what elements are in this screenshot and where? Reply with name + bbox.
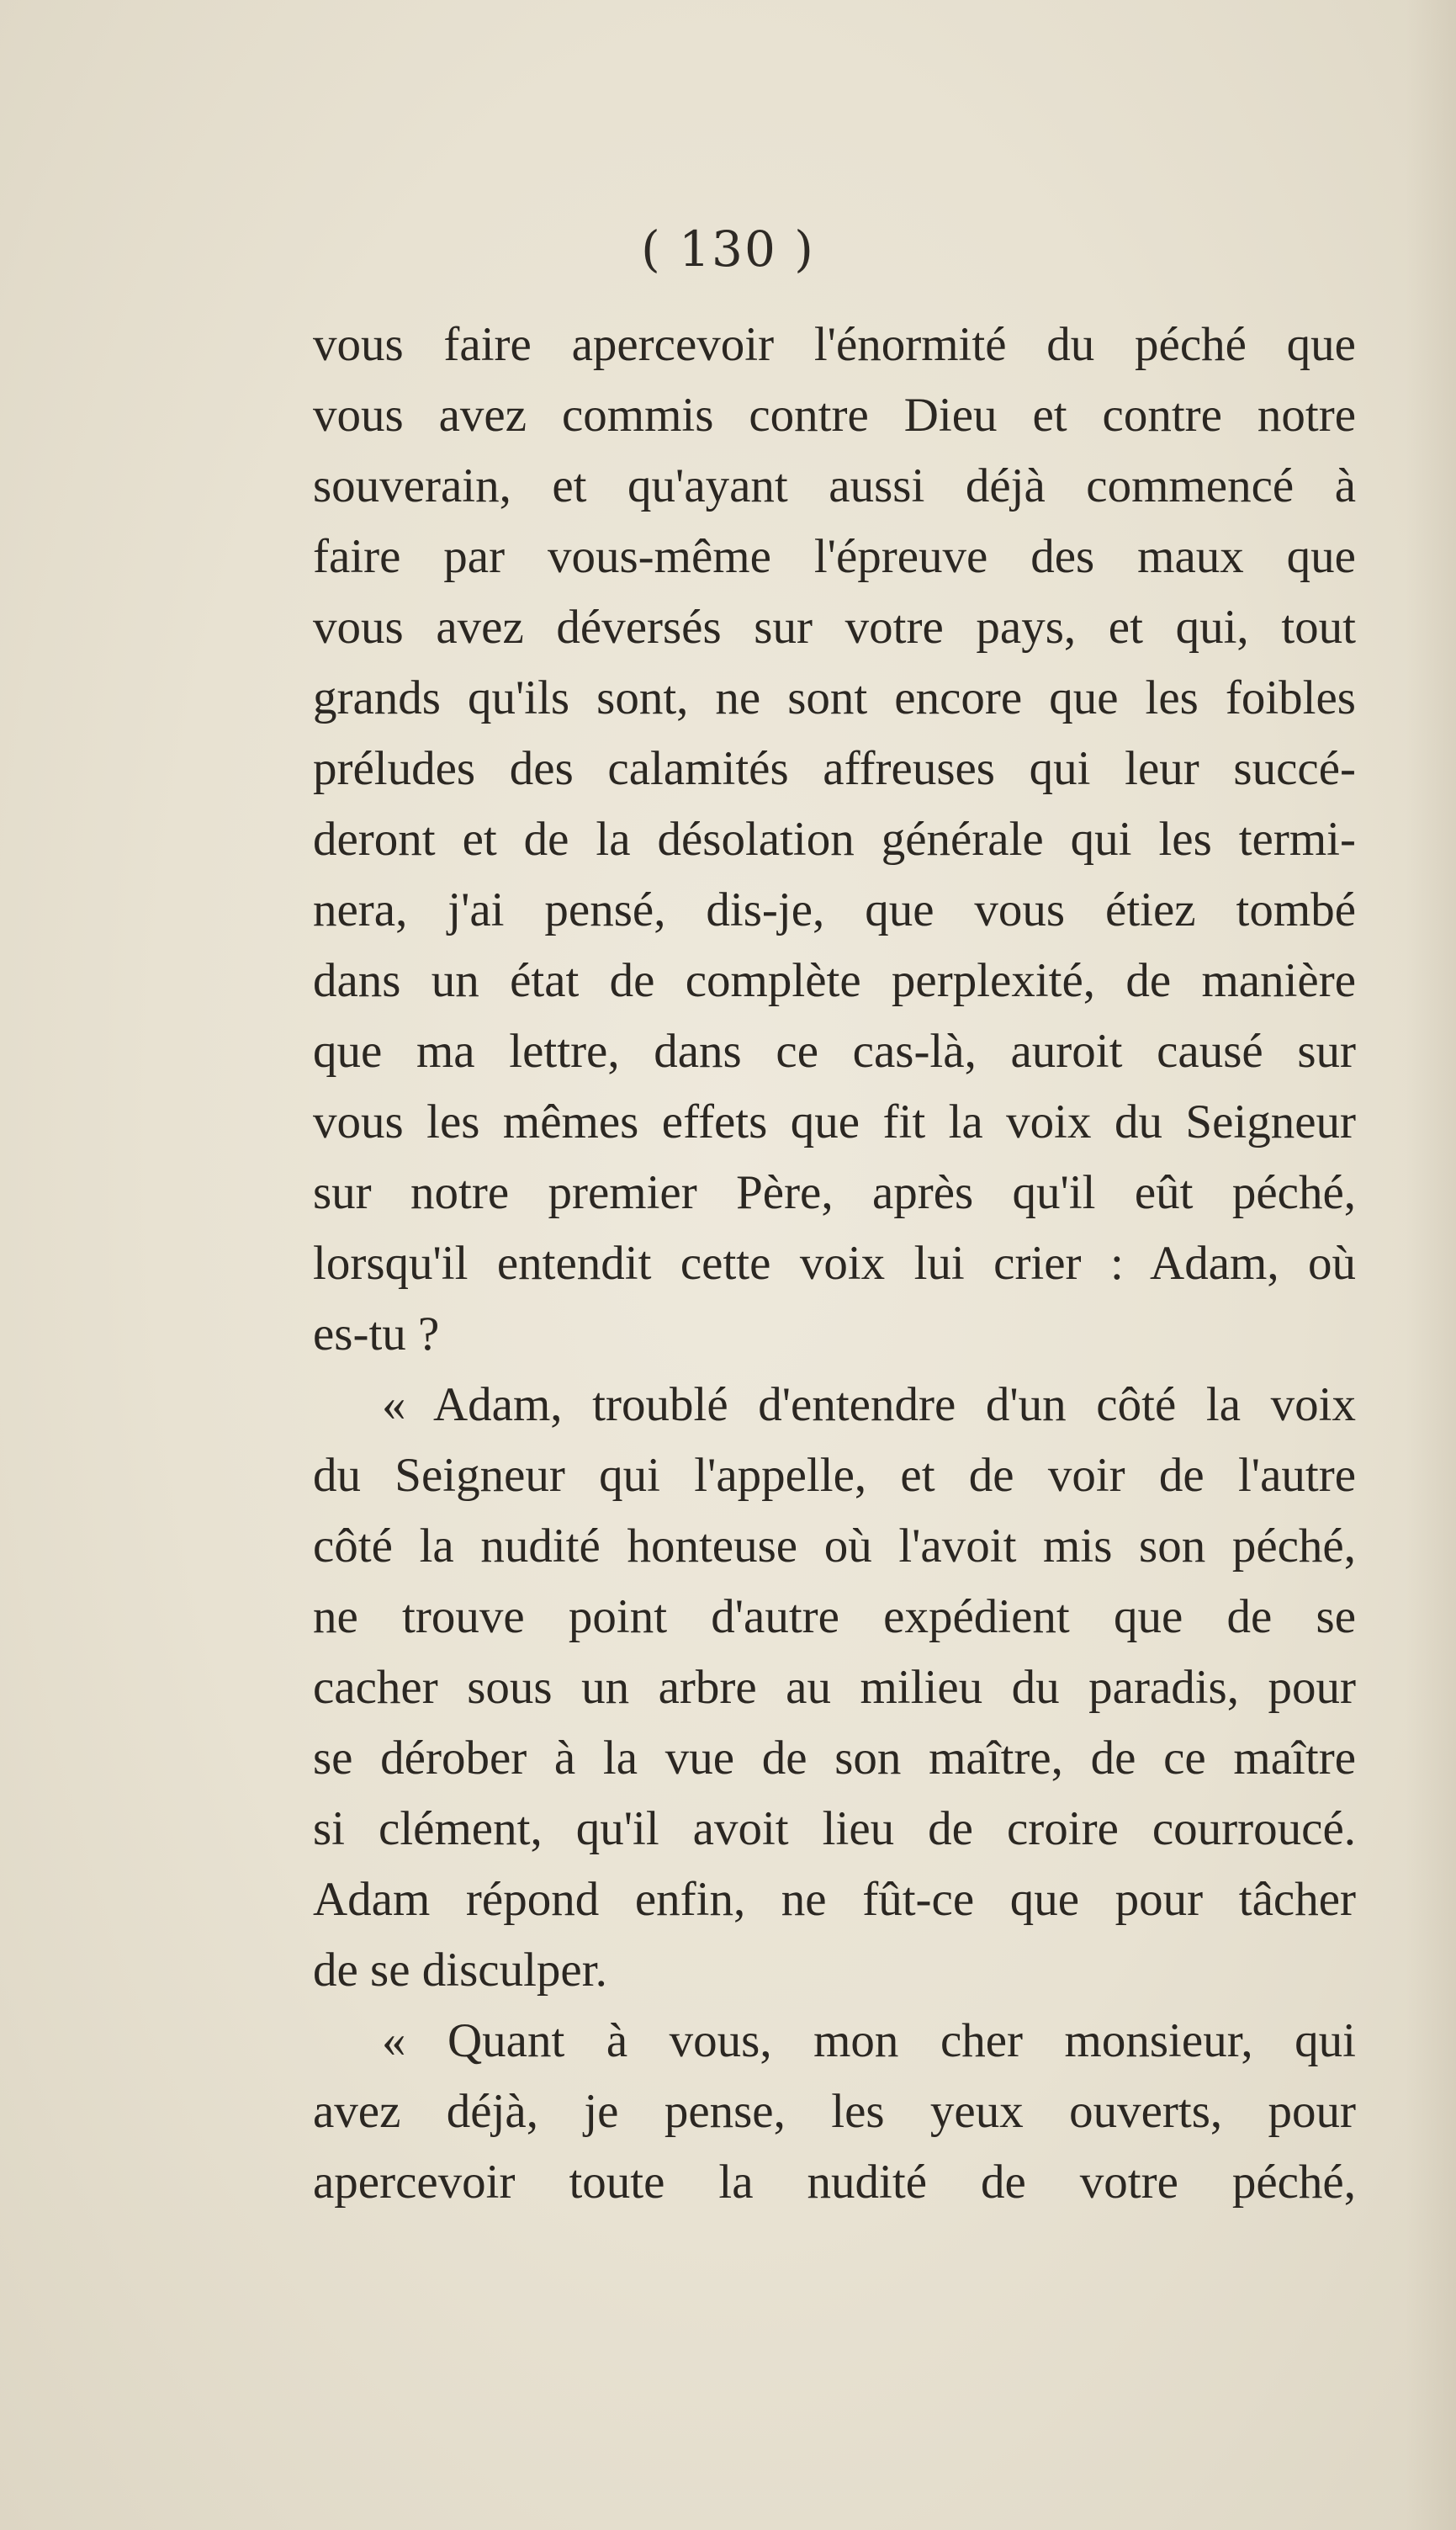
text-line: vous les mêmes effets que fit la voix du Seigneur xyxy=(313,1095,1356,1148)
text-line: vous faire apercevoir l'énormité du péché que xyxy=(313,318,1356,371)
text-line: grands qu'ils sont, ne sont encore que les foibles xyxy=(313,671,1356,724)
text-line: Adam répond enfin, ne fût-ce que pour tâcher xyxy=(313,1873,1356,1926)
body-text xyxy=(313,310,1356,2218)
text-line: préludes des calamités affreuses qui leur succé- xyxy=(313,742,1356,795)
page-edge-shadow xyxy=(1406,0,1456,2530)
text-line: « Adam, troublé d'entendre d'un côté la voix xyxy=(382,1378,1356,1431)
text-line: apercevoir toute la nudité de votre péché, xyxy=(313,2156,1356,2209)
text-line: que ma lettre, dans ce cas-là, auroit causé sur xyxy=(313,1025,1356,1078)
text-line: ne trouve point d'autre expédient que de se xyxy=(313,1590,1356,1643)
text-line: si clément, qu'il avoit lieu de croire courroucé. xyxy=(313,1802,1356,1855)
paragraph-2 xyxy=(313,1370,1356,2006)
text-line: dans un état de complète perplexité, de manière xyxy=(313,954,1356,1007)
paragraph-3 xyxy=(313,2006,1356,2218)
text-line: se dérober à la vue de son maître, de ce maître xyxy=(313,1732,1356,1785)
text-line: vous avez déversés sur votre pays, et qui, tout xyxy=(313,601,1356,654)
text-line: sur notre premier Père, après qu'il eût péché, xyxy=(313,1166,1356,1219)
text-line: cacher sous un arbre au milieu du paradis, pour xyxy=(313,1661,1356,1714)
text-line: nera, j'ai pensé, dis-je, que vous étiez tombé xyxy=(313,883,1356,936)
text-line: deront et de la désolation générale qui les termi- xyxy=(313,813,1356,866)
text-line: de se disculper. xyxy=(313,1944,607,1997)
page-number: ( 130 ) xyxy=(641,220,815,278)
text-line: côté la nudité honteuse où l'avoit mis son péché, xyxy=(313,1520,1356,1573)
paragraph-1 xyxy=(313,310,1356,1370)
text-line: lorsqu'il entendit cette voix lui crier : Adam, où xyxy=(313,1237,1356,1290)
text-line: vous avez commis contre Dieu et contre notre xyxy=(313,389,1356,442)
text-line: « Quant à vous, mon cher monsieur, qui xyxy=(382,2014,1356,2067)
text-line: souverain, et qu'ayant aussi déjà commencé à xyxy=(313,459,1356,512)
text-line: faire par vous-même l'épreuve des maux que xyxy=(313,530,1356,583)
text-line: avez déjà, je pense, les yeux ouverts, pour xyxy=(313,2085,1356,2138)
text-line: es-tu ? xyxy=(313,1307,440,1360)
text-line: du Seigneur qui l'appelle, et de voir de l'autre xyxy=(313,1449,1356,1502)
